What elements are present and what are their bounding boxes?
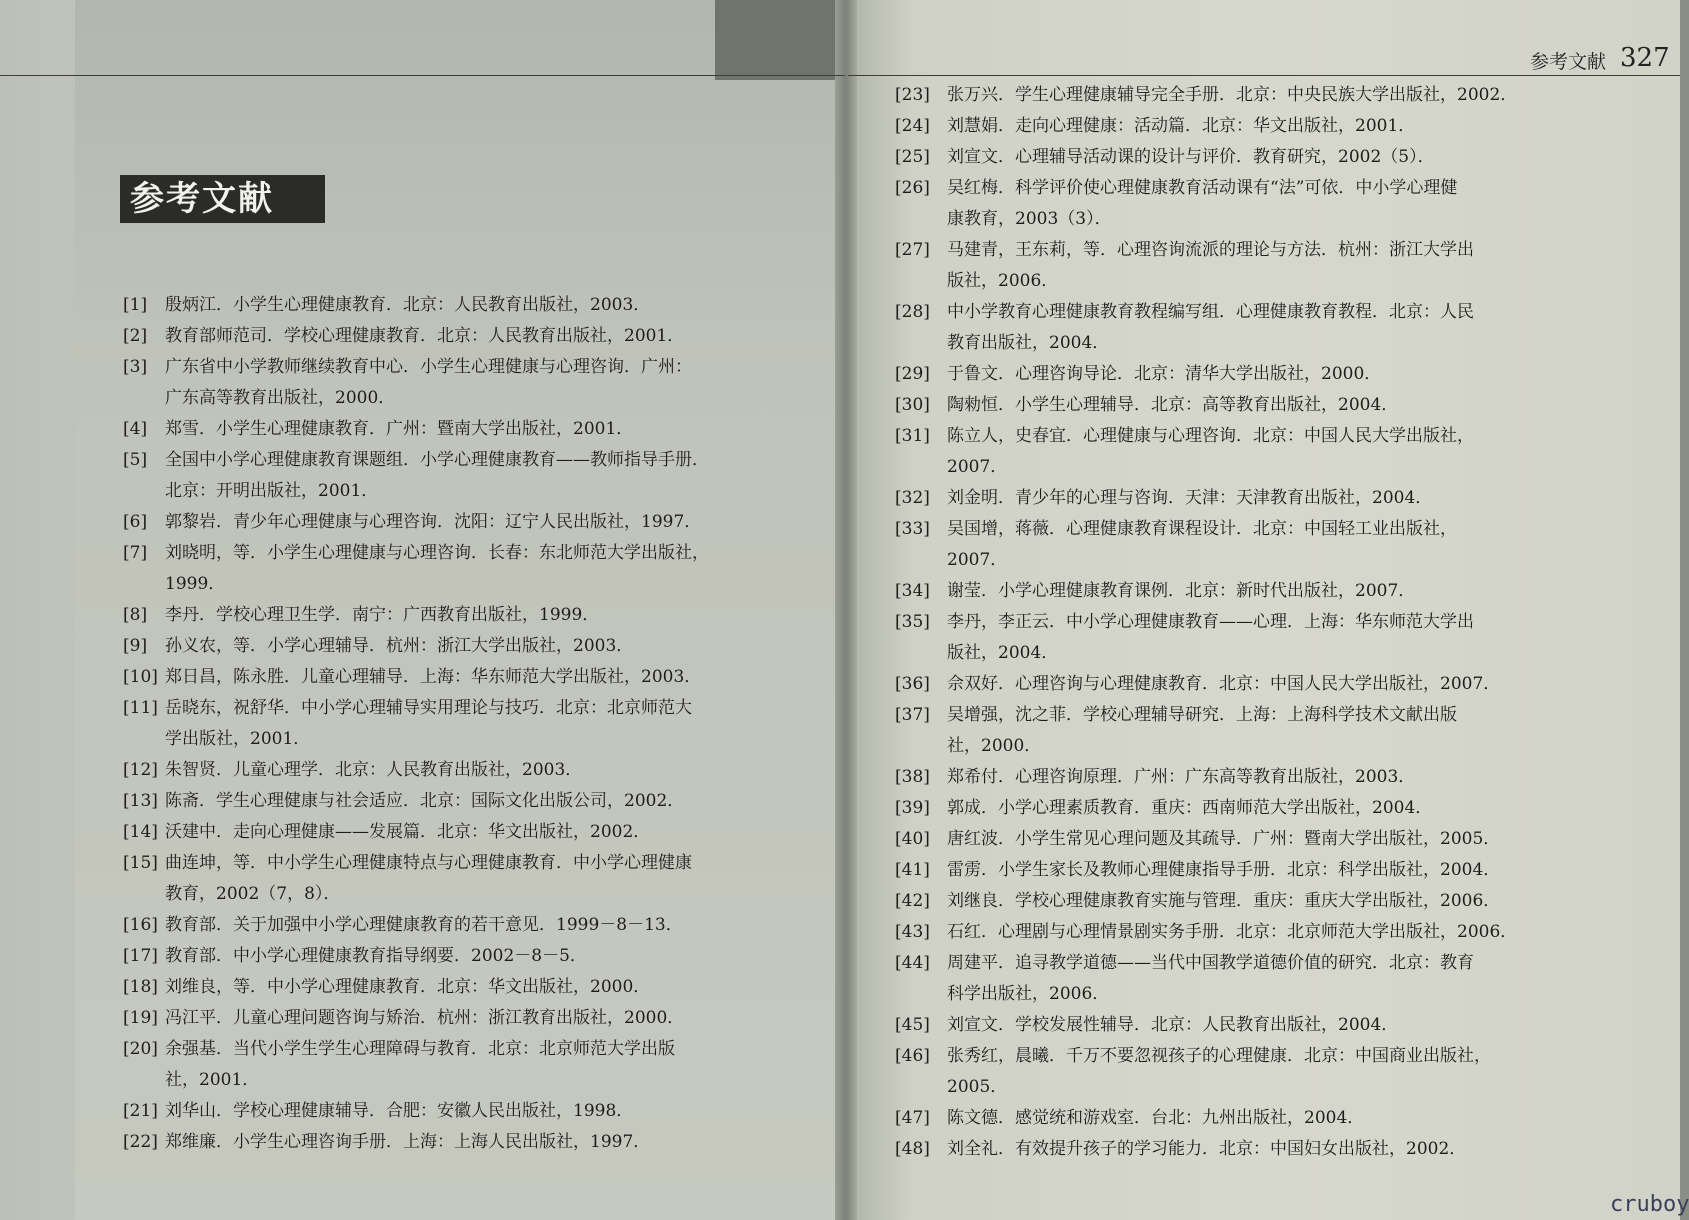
reference-item <box>895 669 1607 700</box>
reference-item <box>123 910 833 941</box>
reference-text-line: 北京：开明出版社，2001． <box>165 481 379 501</box>
reference-number: [26] <box>895 178 930 198</box>
reference-text-line: 刘宣文．心理辅导活动课的设计与评价．教育研究，2002（5）． <box>947 147 1435 167</box>
reference-number: [9] <box>123 636 148 656</box>
reference-item <box>123 817 833 848</box>
reference-text-line: 1999． <box>165 574 226 594</box>
reference-item <box>123 941 833 972</box>
reference-text-line: 陶勑恒．小学生心理辅导．北京：高等教育出版社，2004． <box>947 395 1399 415</box>
reference-text-line: 学出版社，2001． <box>165 729 311 749</box>
reference-number: [29] <box>895 364 930 384</box>
reference-number: [31] <box>895 426 930 446</box>
reference-text-line: 教育部师范司．学校心理健康教育．北京：人民教育出版社，2001． <box>165 326 685 346</box>
reference-text-line: 雷雳．小学生家长及教师心理健康指导手册．北京：科学出版社，2004． <box>947 860 1501 880</box>
reference-item <box>123 507 833 538</box>
reference-number: [48] <box>895 1139 930 1159</box>
reference-number: [47] <box>895 1108 930 1128</box>
reference-number: [14] <box>123 822 158 842</box>
reference-number: [42] <box>895 891 930 911</box>
reference-text-line: 沃建中．走向心理健康——发展篇．北京：华文出版社，2002． <box>165 822 651 842</box>
reference-text-line: 石红．心理剧与心理情景剧实务手册．北京：北京师范大学出版社，2006． <box>947 922 1518 942</box>
reference-text-line: 唐红波．小学生常见心理问题及其疏导．广州：暨南大学出版社，2005． <box>947 829 1501 849</box>
reference-text-line: 曲连坤，等．中小学生心理健康特点与心理健康教育．中小学心理健康 <box>165 853 692 873</box>
reference-item <box>895 576 1607 607</box>
reference-text-line: 于鲁文．心理咨询导论．北京：清华大学出版社，2000． <box>947 364 1382 384</box>
reference-item <box>123 972 833 1003</box>
reference-item <box>123 755 833 786</box>
reference-item <box>895 1103 1607 1134</box>
reference-text-line: 教育出版社，2004． <box>947 333 1110 353</box>
reference-text-line: 2007． <box>947 457 1008 477</box>
reference-item <box>123 352 833 414</box>
reference-text-line: 郑维廉．小学生心理咨询手册．上海：上海人民出版社，1997． <box>165 1132 651 1152</box>
reference-text-line: 版社，2006． <box>947 271 1059 291</box>
reference-text-line: 张万兴．学生心理健康辅导完全手册．北京：中央民族大学出版社，2002． <box>947 85 1518 105</box>
reference-number: [17] <box>123 946 158 966</box>
reference-item <box>123 631 833 662</box>
reference-text-line: 吴红梅．科学评价使心理健康教育活动课有“法”可依．中小学心理健 <box>947 178 1458 198</box>
reference-number: [35] <box>895 612 930 632</box>
reference-number: [41] <box>895 860 930 880</box>
reference-text-line: 刘维良，等．中小学心理健康教育．北京：华文出版社，2000． <box>165 977 651 997</box>
reference-item <box>895 142 1607 173</box>
reference-item <box>895 948 1607 1010</box>
reference-text-line: 陈斋．学生心理健康与社会适应．北京：国际文化出版公司，2002． <box>165 791 685 811</box>
reference-text-line: 吴国增，蒋薇．心理健康教育课程设计．北京：中国轻工业出版社， <box>947 519 1457 539</box>
reference-item <box>123 538 833 600</box>
reference-text-line: 冯江平．儿童心理问题咨询与矫治．杭州：浙江教育出版社，2000． <box>165 1008 685 1028</box>
reference-text-line: 陈立人，史春宜．心理健康与心理咨询．北京：中国人民大学出版社， <box>947 426 1474 446</box>
reference-text-line: 郑雪．小学生心理健康教育．广州：暨南大学出版社，2001． <box>165 419 634 439</box>
reference-item <box>895 514 1607 576</box>
reference-number: [38] <box>895 767 930 787</box>
reference-text-line: 余强基．当代小学生学生心理障碍与教育．北京：北京师范大学出版 <box>165 1039 675 1059</box>
reference-text-line: 2007． <box>947 550 1008 570</box>
reference-number: [46] <box>895 1046 930 1066</box>
reference-number: [44] <box>895 953 930 973</box>
reference-text-line: 谢莹．小学心理健康教育课例．北京：新时代出版社，2007． <box>947 581 1416 601</box>
reference-text-line: 岳晓东，祝舒华．中小学心理辅导实用理论与技巧．北京：北京师范大 <box>165 698 692 718</box>
reference-item <box>895 297 1607 359</box>
reference-text-line: 马建青，王东莉，等．心理咨询流派的理论与方法．杭州：浙江大学出 <box>947 240 1474 260</box>
reference-item <box>895 855 1607 886</box>
reference-number: [30] <box>895 395 930 415</box>
reference-number: [2] <box>123 326 148 346</box>
reference-item <box>895 824 1607 855</box>
reference-list-left <box>123 290 833 1158</box>
reference-number: [23] <box>895 85 930 105</box>
reference-text-line: 刘继良．学校心理健康教育实施与管理．重庆：重庆大学出版社，2006． <box>947 891 1501 911</box>
reference-text-line: 郭黎岩．青少年心理健康与心理咨询．沈阳：辽宁人民出版社，1997． <box>165 512 702 532</box>
reference-text-line: 教育，2002（7，8）． <box>165 884 341 904</box>
running-title: 参考文献 <box>1530 51 1607 73</box>
reference-item <box>123 848 833 910</box>
reference-number: [19] <box>123 1008 158 1028</box>
reference-item <box>895 886 1607 917</box>
reference-number: [1] <box>123 295 148 315</box>
reference-text-line: 佘双好．心理咨询与心理健康教育．北京：中国人民大学出版社，2007． <box>947 674 1501 694</box>
reference-number: [39] <box>895 798 930 818</box>
reference-text-line: 社，2001． <box>165 1070 260 1090</box>
reference-text-line: 殷炳江．小学生心理健康教育．北京：人民教育出版社，2003． <box>165 295 651 315</box>
reference-item <box>895 607 1607 669</box>
page-corner-shadow <box>715 0 845 80</box>
reference-item <box>123 414 833 445</box>
right-top-rule <box>848 75 1680 76</box>
reference-text-line: 刘华山．学校心理健康辅导．合肥：安徽人民出版社，1998． <box>165 1101 634 1121</box>
left-top-rule <box>0 75 845 76</box>
reference-number: [37] <box>895 705 930 725</box>
reference-number: [22] <box>123 1132 158 1152</box>
reference-number: [28] <box>895 302 930 322</box>
reference-text-line: 2005． <box>947 1077 1008 1097</box>
reference-item <box>123 290 833 321</box>
reference-item <box>123 1096 833 1127</box>
reference-text-line: 康教育，2003（3）． <box>947 209 1112 229</box>
reference-text-line: 周建平．追寻教学道德——当代中国教学道德价值的研究．北京：教育 <box>947 953 1474 973</box>
reference-number: [45] <box>895 1015 930 1035</box>
reference-item <box>123 662 833 693</box>
reference-text-line: 吴增强，沈之菲．学校心理辅导研究．上海：上海科学技术文献出版 <box>947 705 1457 725</box>
reference-number: [36] <box>895 674 930 694</box>
reference-text-line: 朱智贤．儿童心理学．北京：人民教育出版社，2003． <box>165 760 583 780</box>
reference-item <box>895 483 1607 514</box>
reference-number: [32] <box>895 488 930 508</box>
reference-text-line: 教育部．中小学心理健康教育指导纲要．2002－8－5． <box>165 946 587 966</box>
book-spine <box>835 0 857 1220</box>
reference-number: [43] <box>895 922 930 942</box>
reference-item <box>895 80 1607 111</box>
reference-text-line: 李丹．学校心理卫生学．南宁：广西教育出版社，1999． <box>165 605 600 625</box>
reference-text-line: 郑希付．心理咨询原理．广州：广东高等教育出版社，2003． <box>947 767 1416 787</box>
page-number: 327 <box>1620 43 1670 73</box>
reference-text-line: 广东省中小学教师继续教育中心．小学生心理健康与心理咨询．广州： <box>165 357 692 377</box>
reference-number: [33] <box>895 519 930 539</box>
reference-item <box>123 1003 833 1034</box>
reference-number: [27] <box>895 240 930 260</box>
reference-item <box>123 786 833 817</box>
reference-text-line: 郭成．小学心理素质教育．重庆：西南师范大学出版社，2004． <box>947 798 1433 818</box>
reference-number: [34] <box>895 581 930 601</box>
reference-text-line: 张秀红，晨曦．千万不要忽视孩子的心理健康．北京：中国商业出版社， <box>947 1046 1491 1066</box>
reference-item <box>895 917 1607 948</box>
reference-number: [5] <box>123 450 148 470</box>
section-title: 参考文献 <box>120 175 325 223</box>
reference-text-line: 版社，2004． <box>947 643 1059 663</box>
reference-text-line: 刘慧娟．走向心理健康：活动篇．北京：华文出版社，2001． <box>947 116 1416 136</box>
reference-list-right <box>895 80 1607 1165</box>
reference-item <box>895 793 1607 824</box>
reference-item <box>895 1010 1607 1041</box>
reference-number: [16] <box>123 915 158 935</box>
reference-text-line: 刘晓明，等．小学生心理健康与心理咨询．长春：东北师范大学出版社， <box>165 543 709 563</box>
reference-text-line: 教育部．关于加强中小学心理健康教育的若干意见．1999－8－13． <box>165 915 683 935</box>
reference-item <box>895 111 1607 142</box>
reference-item <box>123 445 833 507</box>
reference-item <box>895 359 1607 390</box>
watermark: cruboy <box>1610 1192 1689 1217</box>
reference-text-line: 刘全礼．有效提升孩子的学习能力．北京：中国妇女出版社，2002． <box>947 1139 1467 1159</box>
reference-number: [15] <box>123 853 158 873</box>
reference-text-line: 陈文德．感觉统和游戏室．台北：九州出版社，2004． <box>947 1108 1365 1128</box>
reference-item <box>895 762 1607 793</box>
reference-text-line: 刘宣文．学校发展性辅导．北京：人民教育出版社，2004． <box>947 1015 1399 1035</box>
reference-text-line: 李丹，李正云．中小学心理健康教育——心理．上海：华东师范大学出 <box>947 612 1474 632</box>
reference-number: [40] <box>895 829 930 849</box>
reference-item <box>895 1134 1607 1165</box>
reference-number: [24] <box>895 116 930 136</box>
reference-number: [8] <box>123 605 148 625</box>
reference-number: [7] <box>123 543 148 563</box>
reference-number: [10] <box>123 667 158 687</box>
reference-number: [4] <box>123 419 148 439</box>
reference-item <box>895 235 1607 297</box>
reference-item <box>123 1127 833 1158</box>
reference-item <box>895 421 1607 483</box>
reference-item <box>895 1041 1607 1103</box>
reference-number: [21] <box>123 1101 158 1121</box>
reference-number: [20] <box>123 1039 158 1059</box>
reference-number: [11] <box>123 698 158 718</box>
reference-text-line: 孙义农，等．小学心理辅导．杭州：浙江大学出版社，2003． <box>165 636 634 656</box>
reference-number: [18] <box>123 977 158 997</box>
reference-item <box>123 693 833 755</box>
reference-text-line: 全国中小学心理健康教育课题组．小学心理健康教育——教师指导手册． <box>165 450 709 470</box>
reference-text-line: 郑日昌，陈永胜．儿童心理辅导．上海：华东师范大学出版社，2003． <box>165 667 702 687</box>
reference-item <box>895 390 1607 421</box>
reference-item <box>123 321 833 352</box>
reference-item <box>123 600 833 631</box>
reference-text-line: 社，2000． <box>947 736 1042 756</box>
reference-item <box>895 173 1607 235</box>
reference-number: [13] <box>123 791 158 811</box>
reference-text-line: 广东高等教育出版社，2000． <box>165 388 396 408</box>
reference-text-line: 中小学教育心理健康教育教程编写组．心理健康教育教程．北京：人民 <box>947 302 1474 322</box>
reference-number: [12] <box>123 760 158 780</box>
reference-text-line: 刘金明．青少年的心理与咨询．天津：天津教育出版社，2004． <box>947 488 1433 508</box>
reference-item <box>123 1034 833 1096</box>
reference-number: [6] <box>123 512 148 532</box>
reference-number: [25] <box>895 147 930 167</box>
reference-number: [3] <box>123 357 148 377</box>
reference-text-line: 科学出版社，2006． <box>947 984 1110 1004</box>
reference-item <box>895 700 1607 762</box>
